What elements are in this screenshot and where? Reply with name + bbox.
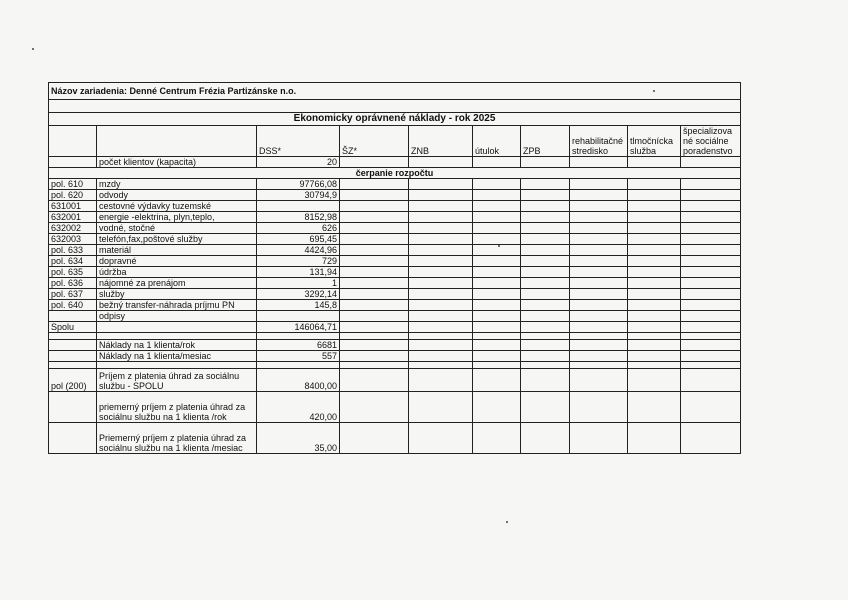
income-row [49, 369, 741, 392]
empty-cell [409, 245, 473, 256]
budget-code: 632002 [49, 223, 97, 234]
empty-cell [681, 267, 741, 278]
capacity-value: 20 [257, 157, 340, 168]
empty-cell [340, 278, 409, 289]
budget-label: mzdy [97, 179, 257, 190]
budget-row [49, 179, 741, 190]
column-header: tlmočnícka služba [628, 126, 681, 157]
budget-value [257, 311, 340, 322]
header-empty [49, 126, 97, 157]
empty-cell [681, 190, 741, 201]
budget-value: 97766,08 [257, 179, 340, 190]
header-empty [97, 126, 257, 157]
budget-value: 1 [257, 278, 340, 289]
empty-cell [628, 256, 681, 267]
facility-name: Názov zariadenia: Denné Centrum Frézia Partizánske n.o. [49, 83, 741, 100]
empty-cell [409, 179, 473, 190]
empty-cell [681, 179, 741, 190]
budget-value: 695,45 [257, 234, 340, 245]
budget-value: 145,8 [257, 300, 340, 311]
empty-cell [340, 300, 409, 311]
empty-cell [340, 311, 409, 322]
empty-cell [681, 256, 741, 267]
column-header: útulok [473, 126, 521, 157]
budget-label: dopravné [97, 256, 257, 267]
budget-value: 8152,98 [257, 212, 340, 223]
empty-cell [570, 223, 628, 234]
empty-cell [521, 267, 570, 278]
budget-label: telefón,fax,poštové služby [97, 234, 257, 245]
empty-cell [681, 201, 741, 212]
empty-cell [340, 289, 409, 300]
empty-cell [473, 267, 521, 278]
empty-cell [628, 267, 681, 278]
empty-cell [628, 179, 681, 190]
empty-cell [570, 179, 628, 190]
budget-label: cestovné výdavky tuzemské [97, 201, 257, 212]
empty-cell [521, 289, 570, 300]
empty-cell [521, 223, 570, 234]
budget-value: 626 [257, 223, 340, 234]
empty-cell [521, 278, 570, 289]
column-header: DSS* [257, 126, 340, 157]
empty-cell [681, 245, 741, 256]
empty-cell [521, 201, 570, 212]
empty-cell [409, 190, 473, 201]
column-header: ZPB [521, 126, 570, 157]
budget-code: pol. 634 [49, 256, 97, 267]
avg-income-month-row [49, 423, 741, 454]
empty-cell [473, 223, 521, 234]
empty-cell [473, 300, 521, 311]
empty-cell [473, 289, 521, 300]
total-row [49, 322, 741, 333]
total-value: 146064,71 [257, 322, 340, 333]
budget-label: nájomné za prenájom [97, 278, 257, 289]
empty-cell [340, 190, 409, 201]
empty-cell [473, 212, 521, 223]
empty-cell [340, 212, 409, 223]
empty-cell [570, 256, 628, 267]
empty-cell [570, 267, 628, 278]
empty-cell [521, 311, 570, 322]
empty-cell [473, 234, 521, 245]
budget-row [49, 201, 741, 212]
empty-cell [628, 234, 681, 245]
income-value: 8400,00 [257, 369, 340, 392]
budget-code: pol. 640 [49, 300, 97, 311]
budget-value [257, 201, 340, 212]
budget-row [49, 234, 741, 245]
empty-cell [409, 223, 473, 234]
empty-cell [409, 212, 473, 223]
empty-cell [628, 278, 681, 289]
capacity-row [49, 157, 741, 168]
budget-label: energie -elektrina, plyn,teplo, [97, 212, 257, 223]
budget-label: vodné, stočné [97, 223, 257, 234]
budget-value: 729 [257, 256, 340, 267]
empty-cell [340, 245, 409, 256]
budget-row [49, 289, 741, 300]
empty-cell [340, 201, 409, 212]
budget-label: údržba [97, 267, 257, 278]
cost-month-label: Náklady na 1 klienta/mesiac [97, 351, 257, 362]
empty-cell [681, 212, 741, 223]
empty-cell [521, 300, 570, 311]
scan-speck [506, 521, 508, 523]
page-title: Ekonomicky oprávnené náklady - rok 2025 [49, 113, 741, 126]
budget-code: pol. 633 [49, 245, 97, 256]
blank-row [49, 100, 741, 113]
income-code: pol (200) [49, 369, 97, 392]
empty-cell [681, 289, 741, 300]
budget-row [49, 245, 741, 256]
empty-cell [681, 300, 741, 311]
empty-cell [473, 201, 521, 212]
cost-year-label: Náklady na 1 klienta/rok [97, 340, 257, 351]
avg-income-year-row [49, 392, 741, 423]
empty-cell [409, 278, 473, 289]
empty-cell [521, 179, 570, 190]
empty-cell [570, 190, 628, 201]
avg-year-label: priemerný príjem z platenia úhrad za sociálnu službu na 1 klienta /rok [97, 392, 257, 423]
capacity-label: počet klientov (kapacita) [97, 157, 257, 168]
budget-rows [49, 179, 741, 322]
budget-row [49, 267, 741, 278]
empty-cell [570, 245, 628, 256]
column-header-row [49, 126, 741, 157]
income-label: Príjem z platenia úhrad za sociálnu službu - SPOLU [97, 369, 257, 392]
empty-cell [681, 223, 741, 234]
budget-code: pol. 620 [49, 190, 97, 201]
empty-cell [628, 245, 681, 256]
budget-label: odpisy [97, 311, 257, 322]
empty-cell [521, 212, 570, 223]
scan-speck [32, 48, 34, 50]
empty-cell [409, 201, 473, 212]
empty-cell [340, 256, 409, 267]
column-header: špecializova né sociálne poradenstvo [681, 126, 741, 157]
budget-row [49, 278, 741, 289]
empty-cell [628, 212, 681, 223]
budget-code: pol. 610 [49, 179, 97, 190]
budget-code [49, 311, 97, 322]
empty-cell [570, 311, 628, 322]
empty-cell [628, 289, 681, 300]
empty-cell [521, 256, 570, 267]
empty-cell [628, 223, 681, 234]
empty-cell [628, 190, 681, 201]
budget-row [49, 256, 741, 267]
empty-cell [521, 190, 570, 201]
budget-code: pol. 635 [49, 267, 97, 278]
avg-month-value: 35,00 [257, 423, 340, 454]
empty-cell [570, 300, 628, 311]
empty-cell [340, 234, 409, 245]
budget-value: 30794,9 [257, 190, 340, 201]
budget-label: odvody [97, 190, 257, 201]
empty-cell [681, 278, 741, 289]
column-header: rehabilitačné stredisko [570, 126, 628, 157]
avg-year-value: 420,00 [257, 392, 340, 423]
empty-cell [628, 300, 681, 311]
budget-code: pol. 637 [49, 289, 97, 300]
empty-cell [570, 289, 628, 300]
budget-row [49, 190, 741, 201]
budget-label: služby [97, 289, 257, 300]
cost-month-value: 557 [257, 351, 340, 362]
avg-month-label: Priemerný príjem z platenia úhrad za sociálnu službu na 1 klienta /mesiac [97, 423, 257, 454]
empty-cell [473, 179, 521, 190]
empty-cell [570, 212, 628, 223]
empty-cell [521, 234, 570, 245]
empty-cell [473, 245, 521, 256]
budget-code: pol. 636 [49, 278, 97, 289]
budget-label: materiál [97, 245, 257, 256]
empty-cell [340, 179, 409, 190]
total-label: Spolu [49, 322, 97, 333]
budget-row [49, 223, 741, 234]
empty-cell [340, 267, 409, 278]
empty-cell [409, 256, 473, 267]
empty-cell [409, 267, 473, 278]
empty-cell [570, 278, 628, 289]
empty-cell [521, 245, 570, 256]
budget-code: 631001 [49, 201, 97, 212]
cost-table [48, 82, 741, 454]
budget-value: 131,94 [257, 267, 340, 278]
empty-cell [473, 256, 521, 267]
empty-cell [681, 234, 741, 245]
column-header: ŠZ* [340, 126, 409, 157]
cost-per-month-row [49, 351, 741, 362]
empty-cell [409, 300, 473, 311]
empty-cell [473, 190, 521, 201]
column-header: ZNB [409, 126, 473, 157]
empty-cell [340, 223, 409, 234]
budget-row [49, 311, 741, 322]
empty-cell [570, 234, 628, 245]
budget-label: bežný transfer-náhrada príjmu PN [97, 300, 257, 311]
cost-year-value: 6681 [257, 340, 340, 351]
empty-cell [409, 311, 473, 322]
empty-cell [473, 311, 521, 322]
budget-code: 632001 [49, 212, 97, 223]
cost-per-year-row [49, 340, 741, 351]
empty-cell [681, 311, 741, 322]
budget-row [49, 300, 741, 311]
empty-cell [570, 201, 628, 212]
empty-cell [628, 311, 681, 322]
section-heading: čerpanie rozpočtu [49, 168, 741, 179]
budget-value: 4424,96 [257, 245, 340, 256]
budget-value: 3292,14 [257, 289, 340, 300]
empty-cell [473, 278, 521, 289]
empty-cell [409, 289, 473, 300]
empty-cell [409, 234, 473, 245]
budget-code: 632003 [49, 234, 97, 245]
empty-cell [628, 201, 681, 212]
budget-row [49, 212, 741, 223]
